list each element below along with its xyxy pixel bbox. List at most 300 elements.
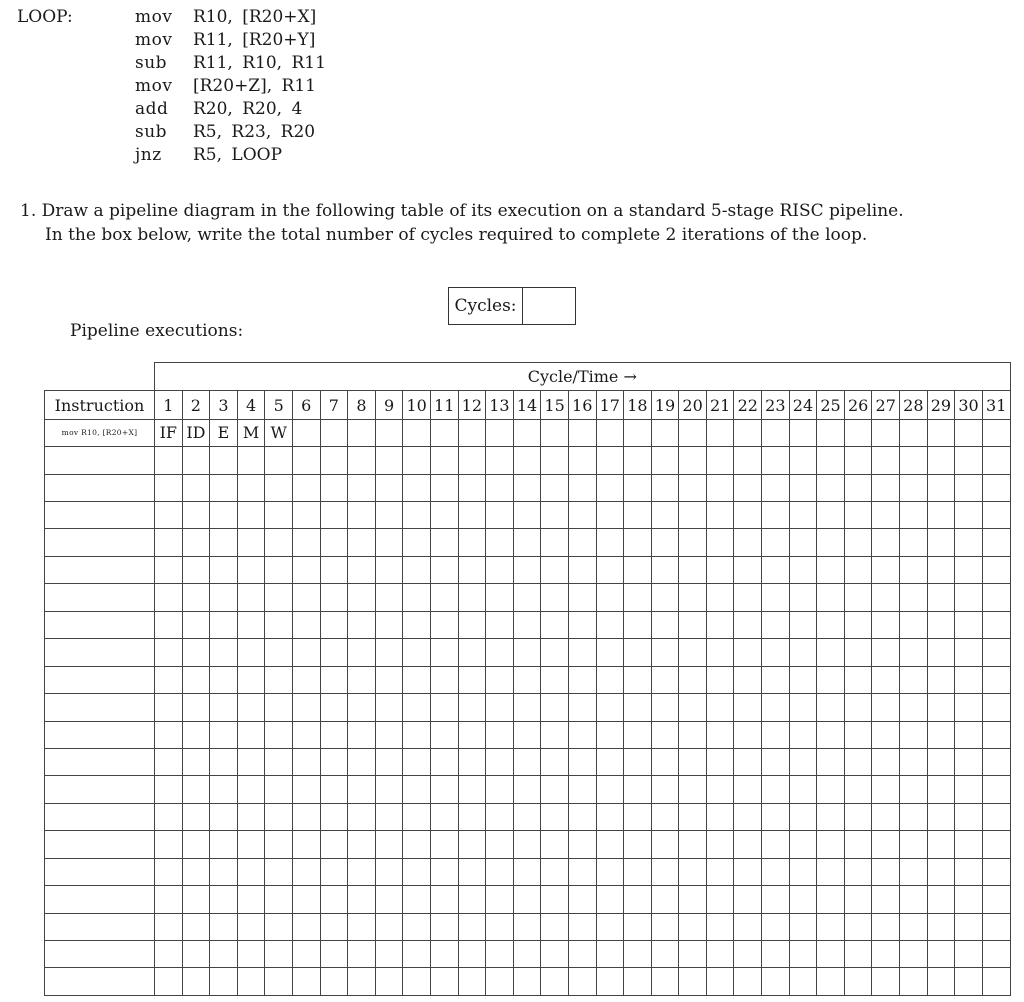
stage-cell[interactable]: [182, 694, 210, 721]
stage-cell[interactable]: [651, 968, 679, 996]
stage-cell[interactable]: [265, 474, 293, 501]
stage-cell[interactable]: [430, 968, 458, 996]
stage-cell[interactable]: [817, 831, 845, 858]
stage-cell[interactable]: [292, 611, 320, 638]
stage-cell[interactable]: [817, 941, 845, 968]
stage-cell[interactable]: [541, 502, 569, 529]
stage-cell[interactable]: [734, 584, 762, 611]
stage-cell[interactable]: [265, 968, 293, 996]
stage-cell[interactable]: [734, 831, 762, 858]
stage-cell[interactable]: [955, 721, 983, 748]
stage-cell[interactable]: [624, 694, 652, 721]
stage-cell[interactable]: [210, 474, 238, 501]
stage-cell[interactable]: [982, 748, 1010, 775]
stage-cell[interactable]: [734, 529, 762, 556]
stage-cell[interactable]: [155, 941, 183, 968]
stage-cell[interactable]: [762, 803, 790, 830]
stage-cell[interactable]: [679, 556, 707, 583]
stage-cell[interactable]: [430, 748, 458, 775]
instruction-cell[interactable]: [45, 666, 155, 693]
stage-cell[interactable]: [320, 721, 348, 748]
stage-cell[interactable]: [734, 666, 762, 693]
stage-cell[interactable]: [458, 447, 486, 474]
stage-cell[interactable]: [403, 584, 431, 611]
stage-cell[interactable]: [955, 831, 983, 858]
stage-cell[interactable]: [651, 886, 679, 913]
stage-cell[interactable]: [348, 968, 376, 996]
stage-cell[interactable]: [844, 639, 872, 666]
stage-cell[interactable]: [872, 666, 900, 693]
stage-cell[interactable]: [651, 447, 679, 474]
stage-cell[interactable]: [734, 556, 762, 583]
stage-cell[interactable]: [375, 611, 403, 638]
stage-cell[interactable]: [596, 776, 624, 803]
stage-cell[interactable]: [596, 556, 624, 583]
stage-cell[interactable]: [348, 502, 376, 529]
stage-cell[interactable]: [624, 776, 652, 803]
stage-cell[interactable]: [265, 639, 293, 666]
stage-cell[interactable]: [430, 556, 458, 583]
stage-cell[interactable]: [375, 694, 403, 721]
stage-cell[interactable]: [651, 748, 679, 775]
stage-cell[interactable]: [982, 666, 1010, 693]
stage-cell[interactable]: [403, 831, 431, 858]
stage-cell[interactable]: [430, 803, 458, 830]
stage-cell[interactable]: [762, 941, 790, 968]
stage-cell[interactable]: [430, 419, 458, 446]
stage-cell[interactable]: [734, 639, 762, 666]
stage-cell[interactable]: [706, 556, 734, 583]
stage-cell[interactable]: [706, 886, 734, 913]
stage-cell[interactable]: [348, 858, 376, 885]
stage-cell[interactable]: [568, 502, 596, 529]
stage-cell[interactable]: [486, 419, 514, 446]
stage-cell[interactable]: [375, 584, 403, 611]
stage-cell[interactable]: [844, 831, 872, 858]
stage-cell[interactable]: [541, 968, 569, 996]
stage-cell[interactable]: [375, 941, 403, 968]
stage-cell[interactable]: [734, 419, 762, 446]
stage-cell[interactable]: [430, 584, 458, 611]
stage-cell[interactable]: [568, 968, 596, 996]
stage-cell[interactable]: [403, 886, 431, 913]
stage-cell[interactable]: [679, 611, 707, 638]
stage-cell[interactable]: [762, 886, 790, 913]
stage-cell[interactable]: [734, 968, 762, 996]
stage-cell[interactable]: [706, 639, 734, 666]
stage-cell[interactable]: [568, 666, 596, 693]
stage-cell[interactable]: [982, 941, 1010, 968]
instruction-cell[interactable]: [45, 721, 155, 748]
stage-cell[interactable]: [706, 748, 734, 775]
stage-cell[interactable]: [900, 748, 928, 775]
stage-cell[interactable]: [182, 474, 210, 501]
stage-cell[interactable]: [320, 776, 348, 803]
stage-cell[interactable]: [513, 968, 541, 996]
stage-cell[interactable]: [596, 831, 624, 858]
stage-cell[interactable]: [237, 502, 265, 529]
stage-cell[interactable]: [292, 529, 320, 556]
stage-cell[interactable]: [679, 831, 707, 858]
stage-cell[interactable]: [375, 666, 403, 693]
stage-cell[interactable]: [458, 694, 486, 721]
stage-cell[interactable]: [430, 502, 458, 529]
stage-cell[interactable]: [872, 748, 900, 775]
stage-cell[interactable]: [403, 529, 431, 556]
stage-cell[interactable]: [568, 886, 596, 913]
stage-cell[interactable]: [817, 584, 845, 611]
stage-cell[interactable]: [844, 611, 872, 638]
stage-cell[interactable]: [348, 831, 376, 858]
instruction-cell[interactable]: [45, 776, 155, 803]
stage-cell[interactable]: [182, 447, 210, 474]
stage-cell[interactable]: [265, 721, 293, 748]
stage-cell[interactable]: [872, 556, 900, 583]
stage-cell[interactable]: [348, 419, 376, 446]
stage-cell[interactable]: [210, 748, 238, 775]
stage-cell[interactable]: [762, 584, 790, 611]
stage-cell[interactable]: [900, 474, 928, 501]
stage-cell[interactable]: [320, 886, 348, 913]
stage-cell[interactable]: [900, 776, 928, 803]
stage-cell[interactable]: [762, 474, 790, 501]
stage-cell[interactable]: [568, 721, 596, 748]
stage-cell[interactable]: [706, 776, 734, 803]
stage-cell[interactable]: [955, 529, 983, 556]
stage-cell[interactable]: [872, 419, 900, 446]
stage-cell[interactable]: [789, 968, 817, 996]
stage-cell[interactable]: [486, 886, 514, 913]
stage-cell[interactable]: [927, 694, 955, 721]
stage-cell[interactable]: [817, 721, 845, 748]
stage-cell[interactable]: [210, 556, 238, 583]
stage-cell[interactable]: [292, 748, 320, 775]
stage-cell[interactable]: [706, 721, 734, 748]
stage-cell[interactable]: [265, 502, 293, 529]
stage-cell[interactable]: [182, 968, 210, 996]
stage-cell[interactable]: [568, 831, 596, 858]
stage-cell[interactable]: [844, 968, 872, 996]
instruction-cell[interactable]: [45, 556, 155, 583]
instruction-cell[interactable]: [45, 584, 155, 611]
stage-cell[interactable]: [872, 803, 900, 830]
stage-cell[interactable]: [651, 721, 679, 748]
stage-cell[interactable]: [292, 913, 320, 940]
stage-cell[interactable]: [679, 776, 707, 803]
stage-cell[interactable]: [486, 447, 514, 474]
stage-cell[interactable]: [679, 694, 707, 721]
stage-cell[interactable]: [706, 913, 734, 940]
stage-cell[interactable]: [348, 584, 376, 611]
stage-cell[interactable]: [430, 776, 458, 803]
stage-cell[interactable]: [762, 913, 790, 940]
stage-cell[interactable]: [596, 584, 624, 611]
stage-cell[interactable]: [734, 776, 762, 803]
stage-cell[interactable]: [513, 776, 541, 803]
stage-cell[interactable]: [155, 858, 183, 885]
stage-cell[interactable]: [955, 858, 983, 885]
stage-cell[interactable]: [155, 886, 183, 913]
stage-cell[interactable]: [513, 886, 541, 913]
stage-cell[interactable]: [237, 776, 265, 803]
stage-cell[interactable]: [458, 886, 486, 913]
stage-cell[interactable]: [624, 748, 652, 775]
stage-cell[interactable]: [458, 858, 486, 885]
stage-cell[interactable]: [624, 941, 652, 968]
stage-cell[interactable]: [872, 447, 900, 474]
stage-cell[interactable]: [237, 639, 265, 666]
stage-cell[interactable]: [844, 529, 872, 556]
stage-cell[interactable]: [955, 419, 983, 446]
stage-cell[interactable]: [734, 913, 762, 940]
stage-cell[interactable]: [706, 584, 734, 611]
stage-cell[interactable]: [237, 803, 265, 830]
stage-cell[interactable]: [513, 502, 541, 529]
stage-cell[interactable]: [706, 694, 734, 721]
stage-cell[interactable]: [706, 502, 734, 529]
stage-cell[interactable]: [320, 502, 348, 529]
stage-cell[interactable]: [155, 831, 183, 858]
stage-cell[interactable]: M: [237, 419, 265, 446]
stage-cell[interactable]: [872, 858, 900, 885]
stage-cell[interactable]: [900, 694, 928, 721]
stage-cell[interactable]: [292, 666, 320, 693]
stage-cell[interactable]: [348, 611, 376, 638]
stage-cell[interactable]: [568, 803, 596, 830]
stage-cell[interactable]: [155, 502, 183, 529]
stage-cell[interactable]: [927, 968, 955, 996]
stage-cell[interactable]: [430, 611, 458, 638]
stage-cell[interactable]: [155, 611, 183, 638]
stage-cell[interactable]: [292, 831, 320, 858]
stage-cell[interactable]: [568, 584, 596, 611]
stage-cell[interactable]: [182, 556, 210, 583]
stage-cell[interactable]: [762, 502, 790, 529]
stage-cell[interactable]: [900, 913, 928, 940]
stage-cell[interactable]: [486, 968, 514, 996]
stage-cell[interactable]: [320, 447, 348, 474]
stage-cell[interactable]: [900, 639, 928, 666]
stage-cell[interactable]: [927, 474, 955, 501]
stage-cell[interactable]: [596, 694, 624, 721]
stage-cell[interactable]: [789, 447, 817, 474]
stage-cell[interactable]: [458, 803, 486, 830]
stage-cell[interactable]: [651, 419, 679, 446]
stage-cell[interactable]: [513, 666, 541, 693]
stage-cell[interactable]: [182, 584, 210, 611]
stage-cell[interactable]: [265, 447, 293, 474]
stage-cell[interactable]: [403, 694, 431, 721]
stage-cell[interactable]: [513, 611, 541, 638]
stage-cell[interactable]: [568, 748, 596, 775]
stage-cell[interactable]: [403, 941, 431, 968]
stage-cell[interactable]: [568, 556, 596, 583]
stage-cell[interactable]: [651, 694, 679, 721]
stage-cell[interactable]: [458, 776, 486, 803]
stage-cell[interactable]: [872, 474, 900, 501]
stage-cell[interactable]: [541, 886, 569, 913]
stage-cell[interactable]: [348, 556, 376, 583]
stage-cell[interactable]: [155, 584, 183, 611]
stage-cell[interactable]: [320, 639, 348, 666]
stage-cell[interactable]: [403, 776, 431, 803]
stage-cell[interactable]: [679, 639, 707, 666]
stage-cell[interactable]: [596, 803, 624, 830]
stage-cell[interactable]: [624, 831, 652, 858]
stage-cell[interactable]: [155, 721, 183, 748]
stage-cell[interactable]: [679, 803, 707, 830]
stage-cell[interactable]: [237, 886, 265, 913]
stage-cell[interactable]: [182, 913, 210, 940]
stage-cell[interactable]: [513, 941, 541, 968]
stage-cell[interactable]: [817, 968, 845, 996]
stage-cell[interactable]: [430, 529, 458, 556]
stage-cell[interactable]: [210, 831, 238, 858]
stage-cell[interactable]: [210, 584, 238, 611]
stage-cell[interactable]: [568, 419, 596, 446]
stage-cell[interactable]: [927, 886, 955, 913]
stage-cell[interactable]: [679, 748, 707, 775]
instruction-cell[interactable]: [45, 639, 155, 666]
stage-cell[interactable]: [955, 584, 983, 611]
instruction-cell[interactable]: [45, 529, 155, 556]
stage-cell[interactable]: [348, 803, 376, 830]
stage-cell[interactable]: [872, 831, 900, 858]
stage-cell[interactable]: [844, 748, 872, 775]
stage-cell[interactable]: [789, 748, 817, 775]
stage-cell[interactable]: [210, 803, 238, 830]
stage-cell[interactable]: [486, 941, 514, 968]
stage-cell[interactable]: [706, 941, 734, 968]
stage-cell[interactable]: [789, 419, 817, 446]
stage-cell[interactable]: [541, 666, 569, 693]
stage-cell[interactable]: [844, 721, 872, 748]
stage-cell[interactable]: [844, 666, 872, 693]
stage-cell[interactable]: [541, 556, 569, 583]
stage-cell[interactable]: [292, 941, 320, 968]
stage-cell[interactable]: [762, 666, 790, 693]
stage-cell[interactable]: [182, 748, 210, 775]
stage-cell[interactable]: [430, 694, 458, 721]
stage-cell[interactable]: [982, 639, 1010, 666]
stage-cell[interactable]: [182, 941, 210, 968]
stage-cell[interactable]: [458, 556, 486, 583]
stage-cell[interactable]: [679, 941, 707, 968]
stage-cell[interactable]: [844, 584, 872, 611]
stage-cell[interactable]: [817, 776, 845, 803]
stage-cell[interactable]: [182, 611, 210, 638]
stage-cell[interactable]: [762, 858, 790, 885]
stage-cell[interactable]: [210, 858, 238, 885]
stage-cell[interactable]: [458, 529, 486, 556]
stage-cell[interactable]: [762, 721, 790, 748]
stage-cell[interactable]: [624, 529, 652, 556]
stage-cell[interactable]: [762, 968, 790, 996]
stage-cell[interactable]: [900, 858, 928, 885]
stage-cell[interactable]: [292, 721, 320, 748]
stage-cell[interactable]: [182, 502, 210, 529]
stage-cell[interactable]: [265, 611, 293, 638]
stage-cell[interactable]: [872, 502, 900, 529]
stage-cell[interactable]: [237, 694, 265, 721]
stage-cell[interactable]: [541, 776, 569, 803]
stage-cell[interactable]: [872, 694, 900, 721]
stage-cell[interactable]: [182, 776, 210, 803]
stage-cell[interactable]: [210, 886, 238, 913]
stage-cell[interactable]: [237, 529, 265, 556]
stage-cell[interactable]: [210, 666, 238, 693]
stage-cell[interactable]: [624, 639, 652, 666]
stage-cell[interactable]: [486, 694, 514, 721]
stage-cell[interactable]: [817, 694, 845, 721]
stage-cell[interactable]: [762, 748, 790, 775]
stage-cell[interactable]: [458, 831, 486, 858]
stage-cell[interactable]: [789, 776, 817, 803]
stage-cell[interactable]: [651, 584, 679, 611]
stage-cell[interactable]: [596, 529, 624, 556]
stage-cell[interactable]: [292, 419, 320, 446]
stage-cell[interactable]: [900, 941, 928, 968]
stage-cell[interactable]: [486, 556, 514, 583]
stage-cell[interactable]: [348, 941, 376, 968]
stage-cell[interactable]: [624, 803, 652, 830]
stage-cell[interactable]: [596, 941, 624, 968]
stage-cell[interactable]: [789, 941, 817, 968]
stage-cell[interactable]: [541, 858, 569, 885]
stage-cell[interactable]: [762, 694, 790, 721]
stage-cell[interactable]: [927, 831, 955, 858]
stage-cell[interactable]: [789, 584, 817, 611]
stage-cell[interactable]: [762, 447, 790, 474]
stage-cell[interactable]: [651, 831, 679, 858]
stage-cell[interactable]: [375, 858, 403, 885]
stage-cell[interactable]: [320, 529, 348, 556]
stage-cell[interactable]: [596, 474, 624, 501]
stage-cell[interactable]: [789, 611, 817, 638]
stage-cell[interactable]: [568, 447, 596, 474]
stage-cell[interactable]: IF: [155, 419, 183, 446]
stage-cell[interactable]: [375, 721, 403, 748]
stage-cell[interactable]: [844, 803, 872, 830]
stage-cell[interactable]: [872, 721, 900, 748]
stage-cell[interactable]: [596, 721, 624, 748]
stage-cell[interactable]: [292, 694, 320, 721]
stage-cell[interactable]: [955, 666, 983, 693]
stage-cell[interactable]: [348, 748, 376, 775]
stage-cell[interactable]: [734, 886, 762, 913]
stage-cell[interactable]: [265, 803, 293, 830]
stage-cell[interactable]: [568, 776, 596, 803]
stage-cell[interactable]: [734, 694, 762, 721]
stage-cell[interactable]: [348, 721, 376, 748]
stage-cell[interactable]: [403, 748, 431, 775]
stage-cell[interactable]: [982, 858, 1010, 885]
stage-cell[interactable]: [900, 584, 928, 611]
stage-cell[interactable]: [292, 447, 320, 474]
stage-cell[interactable]: [458, 721, 486, 748]
stage-cell[interactable]: [900, 968, 928, 996]
stage-cell[interactable]: [430, 886, 458, 913]
stage-cell[interactable]: [789, 556, 817, 583]
stage-cell[interactable]: [927, 502, 955, 529]
stage-cell[interactable]: [568, 611, 596, 638]
stage-cell[interactable]: [155, 913, 183, 940]
stage-cell[interactable]: [651, 666, 679, 693]
stage-cell[interactable]: [955, 776, 983, 803]
stage-cell[interactable]: [237, 968, 265, 996]
stage-cell[interactable]: [265, 831, 293, 858]
stage-cell[interactable]: [237, 584, 265, 611]
